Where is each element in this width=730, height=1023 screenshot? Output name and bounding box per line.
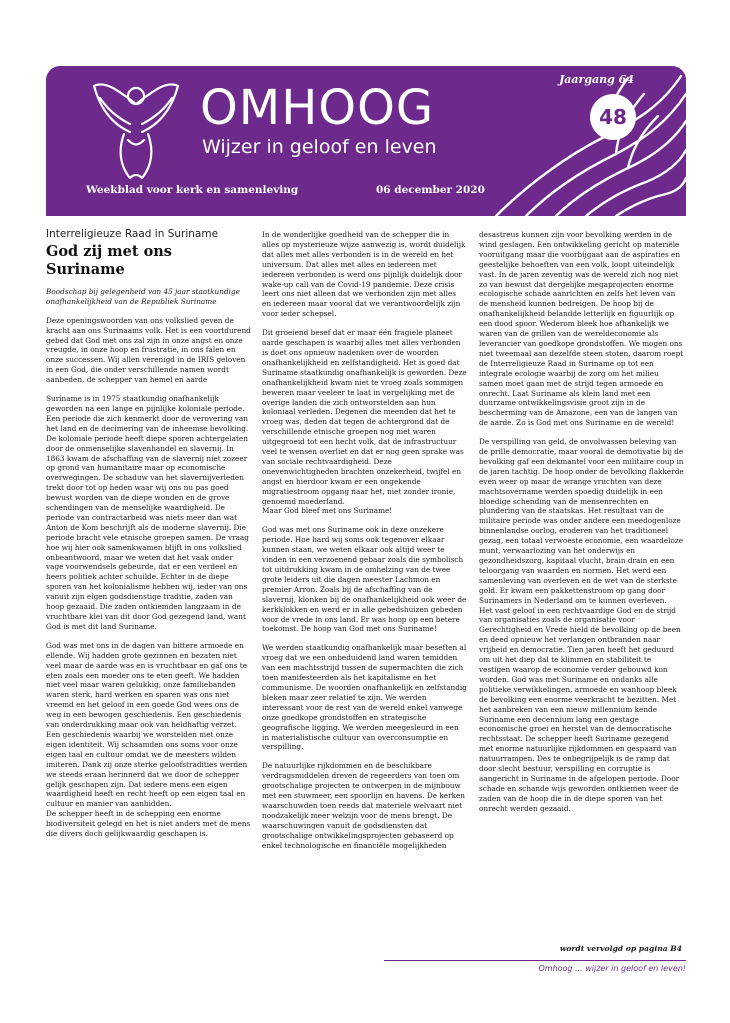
article-kicker: Interreligieuze Raad in Suriname xyxy=(46,228,219,240)
article-column-1 xyxy=(46,230,251,848)
footer-divider xyxy=(384,960,686,961)
paragraph: Dit groeiend besef dat er maar één fragiele planeet aarde geschapen is waarbij alles met alles verbonden is doet ons opnieuw nadenken over de woorden onafhankelijkheid en zelfstandigheid. Het is goed dat Suriname staatkundig onafhankelijk is geworden. Deze onafhankelijkheid kwam niet te vroeg zoals sommigen beweren maar veeleer te laat in vergelijking met de overige landen die zich ontworstelden aan hun koloniaal verleden. Degenen die meenden dat het te vroeg was, deden dat tegen de achtergrond dat de verschillende etnische groepen nog niet waren uitgegroeid tot een hecht volk, dat de infrastructuur veel te wensen overliet en dat er nog geen sprake was van sociale rechtvaardigheid. Deze onevenwichtigheden brachten onzekerheid, twijfel en angst en hierdoor kwam er een ongekende migratiestroom opgang naar het, niet zonder ironie, genoemd moederland. xyxy=(262,328,467,506)
paragraph: We werden staatkundig onafhankelijk maar beseften al vroeg dat we een onbeduidend land waren temidden van een machtsstrijd tussen de supermachten die zich toen manifesteerden als het kapitalisme en het communisme. De woorden onafhankelijk en zelfstandig bleken maar zeer relatief te zijn. We werden interessant voor de rest van de wereld enkel vanwege onze goedkope grondstoffen en strategische geografische ligging. We werden meegesleurd in een in materialistische cultuur van overconsumptie en verspilling. xyxy=(262,643,467,752)
footer-slogan: Omhoog ... wijzer in geloof en leven! xyxy=(538,964,686,973)
paragraph: De schepper heeft in de schepping een enorme biodiversiteit gelegd en het is niet anders met de mens die divers doch gelijkwaardig geschapen is. xyxy=(46,809,251,839)
article-column-2 xyxy=(262,230,467,859)
paragraph: God was met ons Suriname ook in deze onzekere periode. Hoe hard wij soms ook tegenover elkaar kunnen staan, we weten elkaar ook altijd weer te vinden in een verzoenend gebaar zoals die symbolisch tot uitdrukking kwam in de omhelzing van de twee grote leiders uit die dagen meester Lachmon en premier Arron. Zoals bij de afschaffing van de slavernij, klonken bij de onafhankelijkheid ook weer de kerkklokken en werd er in alle gebedshuizen gebeden voor de vrede in ons land. Er was hoop op een betere toekomst. De hoop van God met ons Suriname! xyxy=(262,525,467,634)
angel-logo-icon xyxy=(90,74,182,182)
paragraph: desastreus kunnen zijn voor bevolking werden in de wind geslagen. Een ontwikkeling gericht op materiële vooruitgang maar die voorbijgaat aan de aspiraties en geestelijke behoeften van een volk, loopt uiteindelijk vast. In de jaren zeventig was de wereld zich nog niet zo van bewust dat dergelijke megaprojecten enorme ecologische schade aanrichten en zelfs het leven van de mensheid kunnen bedreigen. De hoop bij de onafhankelijkheid belandde letterlijk en figuurlijk op een dood spoor. Wederom bleek hoe afhankelijk we waren van de grillen van de wereldeconomie als leverancier van goedkope grondstoffen. We mogen ons niet tweemaal aan dezelfde steen stoten, daarom roept de Interreligieuze Raad in Suriname op tot een integrale ecologie waarbij de zorg om het milieu samen moet gaan met de strijd tegen armoede en onrecht. Laat Suriname als klein land met een duurzame ontwikkelingsvisie groot zijn in de bescherming van de Amazone, een van de langen van de aarde. Zo is God met ons Suriname en de wereld! xyxy=(479,230,684,428)
paragraph: Suriname is in 1975 staatkundig onafhankelijk geworden na een lange en pijnlijke koloniale periode. Een periode die zich kenmerkt door de verovering van het land en de decimering van de inheemse bevolking. De koloniale periode heeft diepe sporen achtergelaten door de onmenselijke slavenhandel en slavernij. In 1863 kwam de afschaffing van de slavernij niet zozeer op grond van humanitaire maar op economische overwegingen. De schaduw van het slavernijverleden trekt door tot op heden waar wij ons nu pas goed bewust worden van de diepe wonden en de grove schendingen van de menselijke waardigheid. De periode van contractarbeid was niets meer dan wat Anton de Kom beschrijft als de moderne slavernij. Die periode bracht vele etnische groepen samen. De vraag hoe wij hier ook samenkwamen blijft in ons volkslied onbeantwoord, maar we weten dat het vaak onder vage voorwendsels gebeurde, dat er een verdeel en heers politiek achter schuilde. Echter in de diepe sporen van het kolonialisme hebben wij, ieder van ons vanuit zijn eigen godsdienstige traditie, zaden van hoop gezaaid. Die zaden ontkiemden langzaam in de vruchtbare klei van dit door God gezegend land, want God is met dit land Suriname. xyxy=(46,394,249,631)
volume-label: Jaargang 64 xyxy=(559,73,634,86)
article-intro: Boodschap bij gelegenheid van 45 jaar staatkundige onafhankelijkheid van de Republiek Suriname xyxy=(46,286,240,306)
article-column-3 xyxy=(479,230,684,823)
issue-date: 06 december 2020 xyxy=(376,184,485,196)
paragraph: Deze openingswoorden van ons volkslied geven de kracht aan ons Surinaams volk. Het is een voortdurend gebed dat God met ons zal zijn in onze angst en onze vreugde, in onze hoop en frustratie, in ons falen en onze successen. Wij allen verenigd in de IRIS geloven in een God, die onder verschillende namen wordt aanbeden, de schepper van hemel en aarde xyxy=(46,315,251,385)
masthead-banner xyxy=(46,66,686,216)
paragraph: Maar God bleef met ons Suriname! xyxy=(262,506,393,516)
paragraph: De natuurlijke rijkdommen en de beschikbare verdragsmiddelen dreven de regeerders van toen om grootschalige projecten te ontwerpen in de mijnbouw met een stuwmeer, een spoorlijn en havens. De kerken waarschuwden toen reeds dat materiele welvaart niet noodzakelijk meer welzijn voor de mens brengt. De waarschuwingen vanuit de godsdiensten dat grootschalige ontwikkelingsprojecten gebaseerd op enkel technologische en financiële mogelijkheden xyxy=(262,761,466,850)
paragraph: In de wonderlijke goedheid van de schepper die in alles op mysterieuze wijze aanwezig is, wordt duidelijk dat alles met alles verbonden is in de wereld en het universum. Dat alles met alles en iedereen met iedereen verbonden is werd ons pijnlijk duidelijk door wake-up call van de Covid-19 pandemie. Deze crisis leert ons niet alleen dat we verbonden zijn met alles en iedereen maar vooral dat we verantwoordelijk zijn voor ieder schepsel. xyxy=(262,230,466,319)
paragraph: De verspilling van geld, de onvolwassen beleving van de prille democratie, maar vooral de demotivatie bij de bevolking gaf een dekmantel voor een militaire coup in de jaren tachtig. De hoop onder de bevolking flakkerde even weer op maar de wrange vruchten van deze machtsovername werden spoedig duidelijk in een bloedige schending van de mensenrechten en plundering van de staatskas. Het resultaat van de militaire periode was onder andere een meedogenloze binnenlandse oorlog, eroderen van het traditioneel gezag, een totaal verwoeste economie, een waardeloze munt, verwaarlozing van het onderwijs en gezondheidszorg, kapitaal vlucht, brain drain en een teloorgang van waarden en normen. Het werd een samenleving van overleven en de wet van de sterkste gold. Er kwam een pakkettenstroom op gang door Surinamers in Nederland om te kunnen overleven. xyxy=(479,437,684,605)
masthead-tagline: Weekblad voor kerk en samenleving xyxy=(86,184,299,196)
issue-number-badge: 48 xyxy=(590,94,636,140)
masthead-subtitle: Wijzer in geloof en leven xyxy=(202,136,437,158)
paragraph: Het vast geloof in een rechtvaardige God en de strijd van organisaties zoals de organisatie voor Gerechtigheid en Vrede hield de bevolking op de been en deed opnieuw het verlangen ontbranden naar vrijheid en democratie. Tien jaren heeft het geduurd om uit het diep dal te klimmen en stabiliteit te vestigen waarop de economie verder gebouwd kon worden. God was met Suriname en ondanks alle politieke verwikkelingen, armoede en wanhoop bleek de bevolking een enorme veerkracht te bezitten. Met het aanbreken van een nieuw millennium kende Suriname een decennium lang een gestage economische groei en herstel van de democratische rechtsstaat. De schepper heeft Suriname gezegend met enorme natuurlijke rijkdommen en gespaard van natuurrampen. Des te onbegrijpelijk is de ramp dat door slecht bestuur, verspilling en corruptie is aangericht in Suriname in de afgelopen periode. Door schade en schande wijs geworden ontkiemen weer de zaden van de hoop die in de diepe sporen van het onrecht werden gezaaid. xyxy=(479,605,681,813)
article-headline: God zij met ons Suriname xyxy=(46,242,172,278)
continued-note: wordt vervolgd op pagina B4 xyxy=(559,944,682,953)
paragraph: God was met ons in de dagen van bittere armoede en ellende. Wij hadden grote gezinnen en bezaten niet veel maar de aarde was en is vruchtbaar en gaf ons te eten zoals een moeder ons te eten geeft. We hadden niet veel maar waren gelukkig, onze familiebanden waren sterk, hard werken en sparen was ons niet vreemd en het geloof in een goede God wees ons de weg in een bewogen geschiedenis. Een geschiedenis van onderdrukking maar ook van heldhaftig verzet. Een geschiedenis waarbij we worstelden met onze eigen identiteit. Wij schaamden ons soms voor onze eigen taal en cultuur omdat we de meesters wilden imiteren. Dank zij onze sterke geloofstradities werden we steeds eraan herinnerd dat we door de schepper gelijk geschapen zijn. Dat iedere mens een eigen waardigheid heeft en recht heeft op een eigen taal en cultuur en manier van aanbidden. xyxy=(46,640,248,809)
masthead-title: OMHOOG xyxy=(200,80,435,136)
decorative-wings-icon xyxy=(456,66,686,216)
